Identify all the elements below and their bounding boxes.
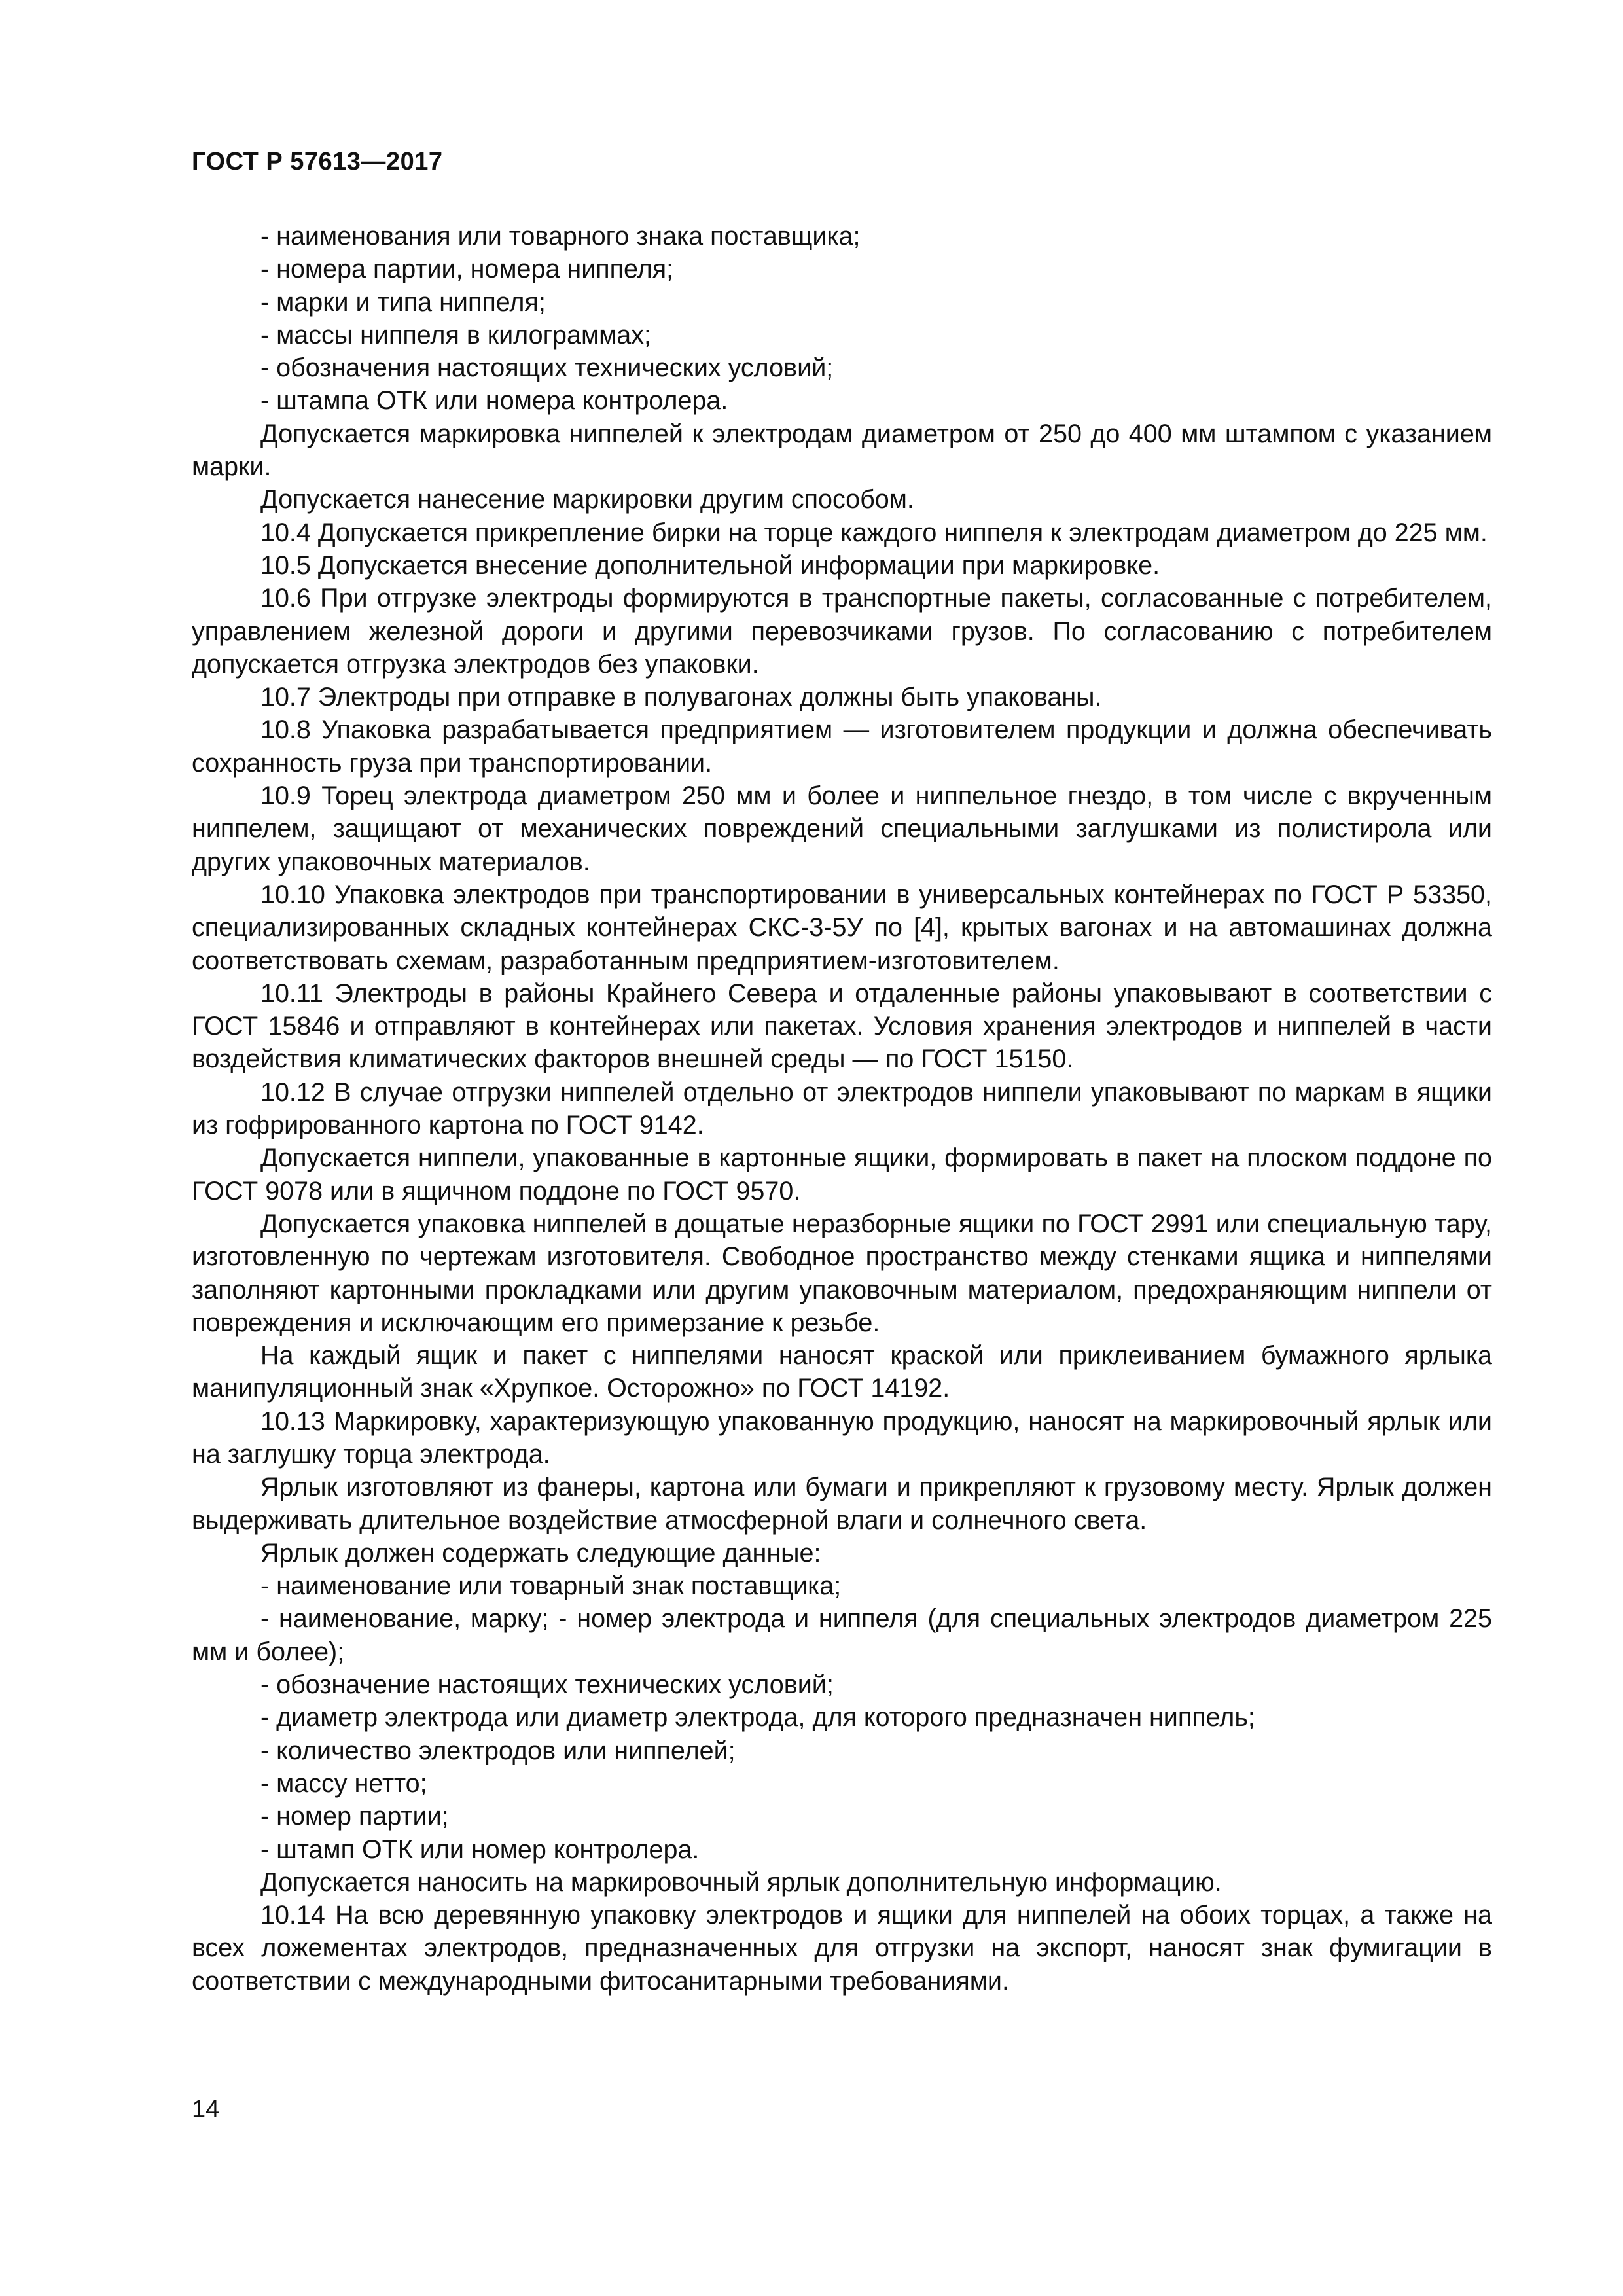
paragraph: Ярлык изготовляют из фанеры, картона или бумаги и прикрепляют к грузовому месту. Ярлык должен выдерживать длительное воздействие атмосферной влаги и солнечного света. [192, 1473, 1492, 1535]
list-item: - обозначения настоящих технических условий; [260, 353, 834, 383]
list-item: - количество электродов или ниппелей; [260, 1736, 736, 1765]
list-item: - массу нетто; [260, 1768, 427, 1798]
list-item: - штамп ОТК или номер контролера. [260, 1835, 700, 1864]
paragraph: Допускается упаковка ниппелей в дощатые неразборные ящики по ГОСТ 2991 или специальную тару, изготовленную по чертежам изготовителя. Свободное пространство между стенками ящика и ниппелями заполняют картонными прокладками или другим упаковочным материалом, предохраняющим ниппели от повреждения и исключающим его примерзание к резьбе. [192, 1209, 1492, 1337]
paragraph: 10.10 Упаковка электродов при транспортировании в универсальных контейнерах по ГОСТ Р 53350, специализированных складных контейнерах СКС-3-5У по [4], крытых вагонах и на автомашинах должна соответствовать схемам, разработанным предприятием-изготовителем. [192, 880, 1492, 975]
list-item: - штампа ОТК или номера контролера. [260, 386, 728, 416]
paragraph: 10.6 При отгрузке электроды формируются в транспортные пакеты, согласованные с потребителем, управлением железной дороги и другими перевозчиками грузов. По согласованию с потребителем допускается отгрузка электродов без упаковки. [192, 584, 1492, 679]
list-item: - наименование, марку; - номер электрода и ниппеля (для специальных электродов диаметром 225 мм и более); [192, 1604, 1492, 1666]
paragraph: 10.9 Торец электрода диаметром 250 мм и более и ниппельное гнездо, в том числе с вкрученным ниппелем, защищают от механических повреждений специальными заглушками из полистирола или других упаковочных материалов. [192, 781, 1492, 876]
paragraph: 10.7 Электроды при отправке в полувагонах должны быть упакованы. [260, 683, 1102, 712]
document-body [192, 220, 1492, 1998]
list-item: - обозначение настоящих технических условий; [260, 1670, 834, 1700]
list-item: - марки и типа ниппеля; [260, 287, 546, 317]
paragraph: Ярлык должен содержать следующие данные: [260, 1538, 821, 1568]
list-item: - массы ниппеля в килограммах; [260, 320, 651, 350]
paragraph: Допускается маркировка ниппелей к электродам диаметром от 250 до 400 мм штампом с указанием марки. [192, 419, 1492, 482]
list-item: - номера партии, номера ниппеля; [260, 255, 674, 284]
paragraph: 10.8 Упаковка разрабатывается предприятием — изготовителем продукции и должна обеспечивать сохранность груза при транспортировании. [192, 715, 1492, 778]
paragraph: 10.11 Электроды в районы Крайнего Севера и отдаленные районы упаковывают в соответствии с ГОСТ 15846 и отправляют в контейнерах или пакетах. Условия хранения электродов и ниппелей в части воздействия климатических факторов внешней среды — по ГОСТ 15150. [192, 978, 1492, 1074]
paragraph: На каждый ящик и пакет с ниппелями наносят краской или приклеиванием бумажного ярлыка манипуляционный знак «Хрупкое. Осторожно» по ГОСТ 14192. [192, 1341, 1492, 1403]
paragraph: 10.5 Допускается внесение дополнительной информации при маркировке. [260, 550, 1160, 580]
list-item: - наименования или товарного знака поставщика; [260, 222, 861, 251]
page-number: 14 [192, 2096, 220, 2123]
paragraph: Допускается ниппели, упакованные в картонные ящики, формировать в пакет на плоском поддоне по ГОСТ 9078 или в ящичном поддоне по ГОСТ 9570. [192, 1143, 1492, 1206]
list-item: - номер партии; [260, 1802, 449, 1831]
paragraph: 10.14 На всю деревянную упаковку электродов и ящики для ниппелей на обоих торцах, а также на всех ложементах электродов, предназначенных для отгрузки на экспорт, наносят знак фумигации в соответствии с международными фитосанитарными требованиями. [192, 1901, 1492, 1996]
paragraph: Допускается наносить на маркировочный ярлык дополнительную информацию. [260, 1867, 1222, 1897]
list-item: - диаметр электрода или диаметр электрода, для которого предназначен ниппель; [260, 1703, 1255, 1732]
paragraph: Допускается нанесение маркировки другим способом. [260, 485, 914, 514]
paragraph: 10.12 В случае отгрузки ниппелей отдельно от электродов ниппели упаковывают по маркам в ящики из гофрированного картона по ГОСТ 9142. [192, 1077, 1492, 1140]
paragraph: 10.4 Допускается прикрепление бирки на торце каждого ниппеля к электродам диаметром до 225 мм. [260, 518, 1488, 547]
paragraph: 10.13 Маркировку, характеризующую упакованную продукцию, наносят на маркировочный ярлык или на заглушку торца электрода. [192, 1407, 1492, 1469]
list-item: - наименование или товарный знак поставщика; [260, 1571, 842, 1601]
document-header-code: ГОСТ Р 57613—2017 [192, 148, 443, 175]
